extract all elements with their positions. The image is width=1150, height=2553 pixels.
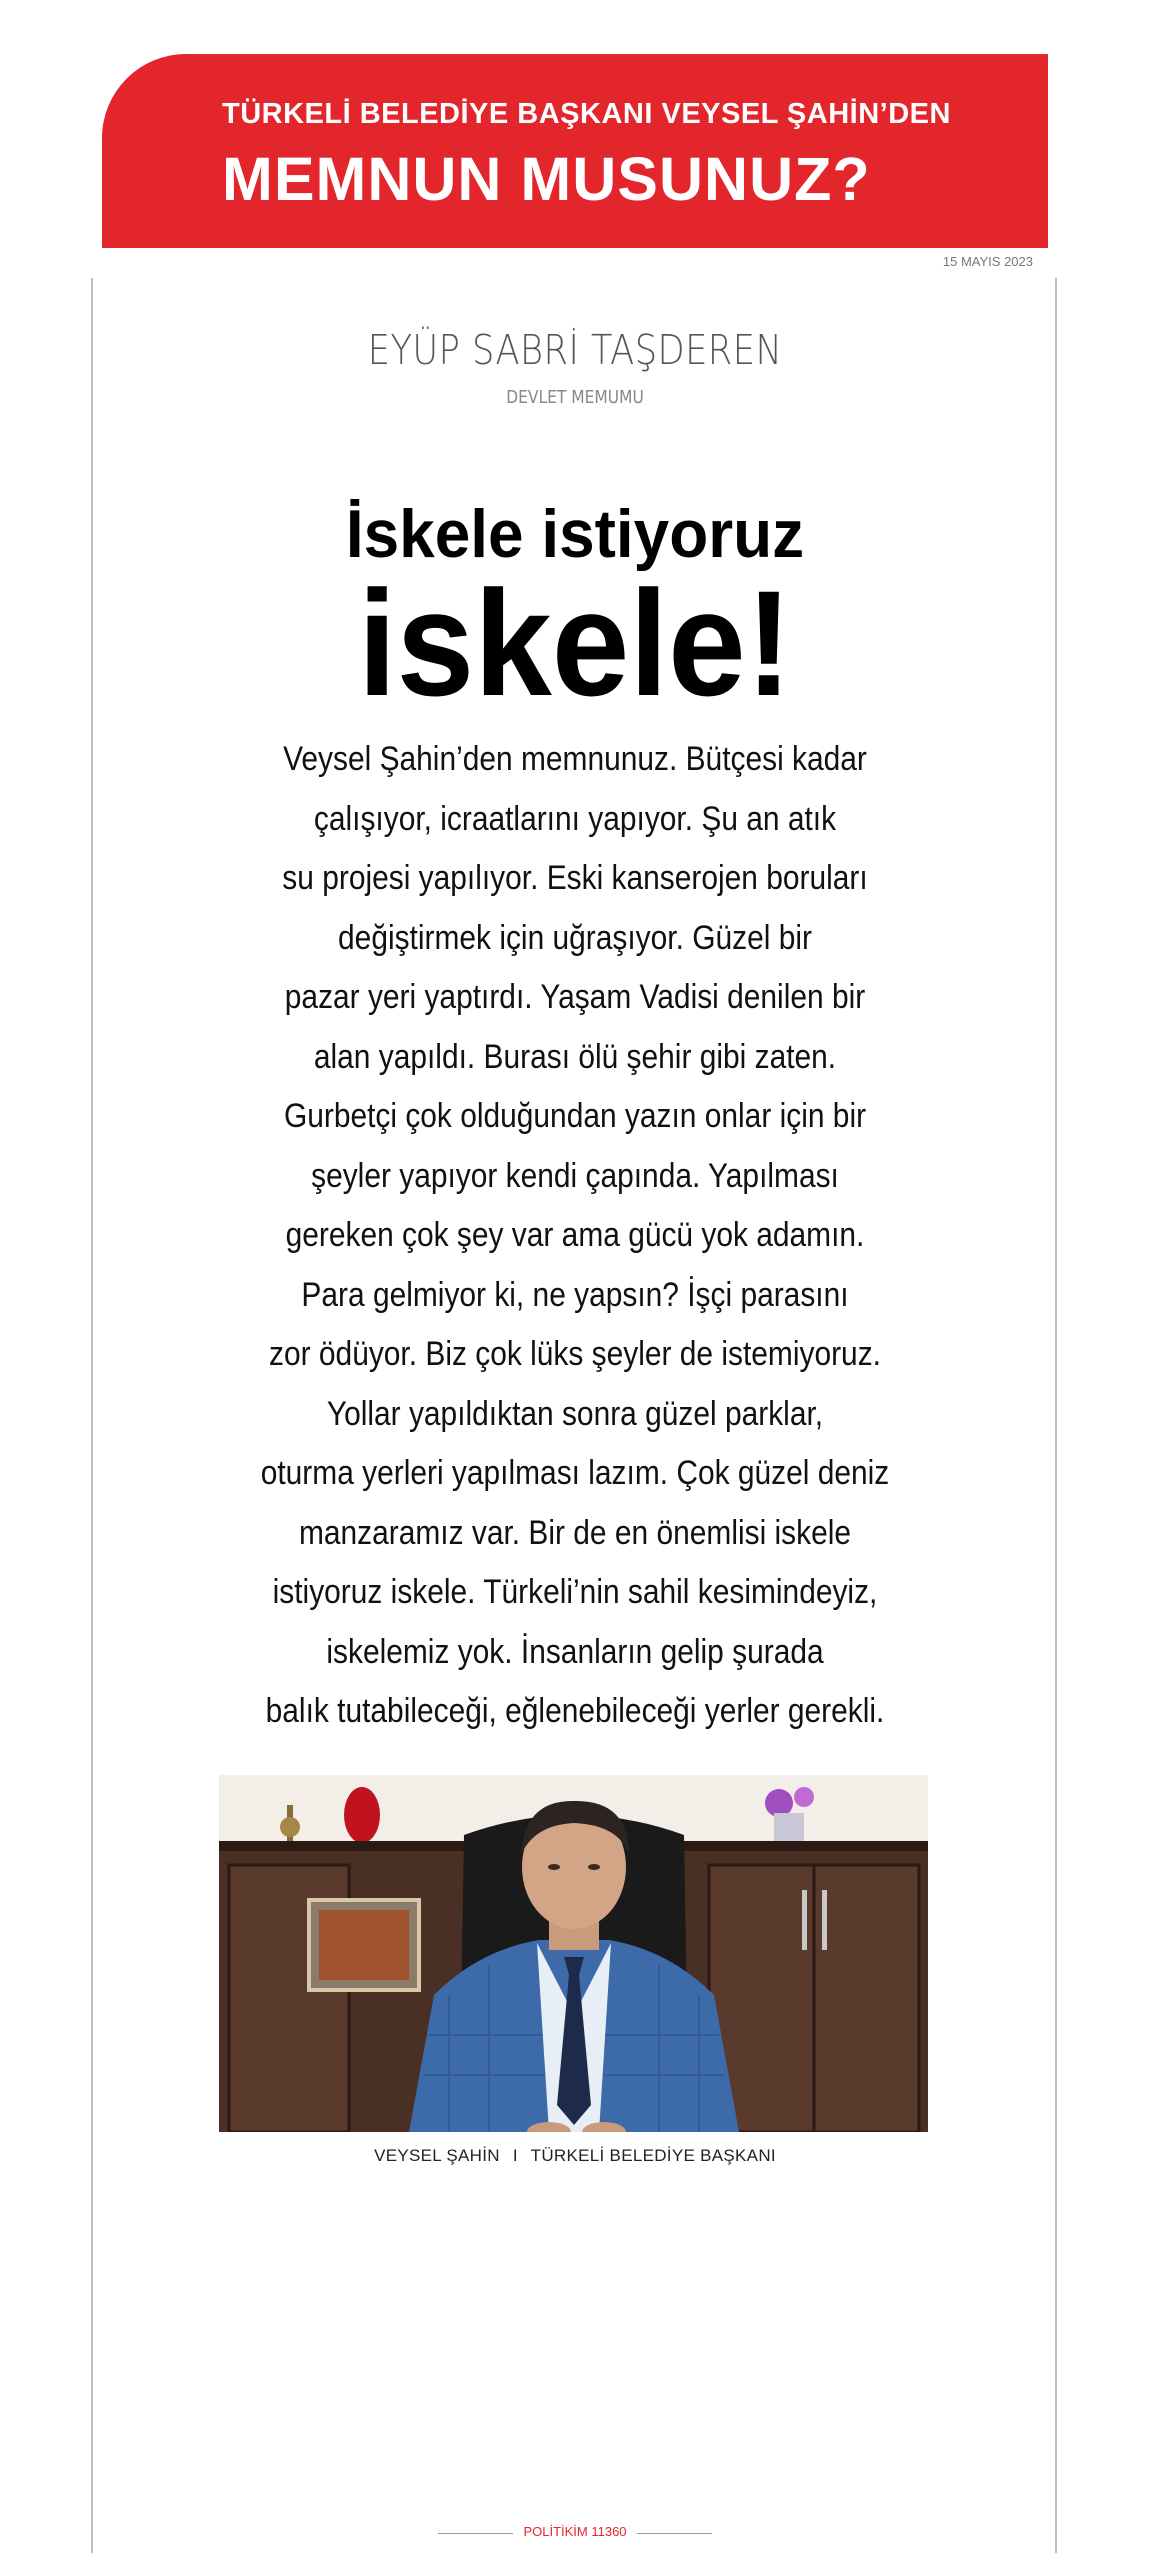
- body-line: balık tutabileceği, eğlenebileceği yerler gerekli.: [265, 1692, 885, 1730]
- body-line: Yollar yapıldıktan sonra güzel parklar,: [326, 1394, 824, 1433]
- footer-label: POLİTİKİM 11360: [523, 2524, 627, 2539]
- caption-separator: I: [512, 2146, 518, 2165]
- banner-subtitle: TÜRKELİ BELEDİYE BAŞKANI VEYSEL ŞAHİN’DEN: [222, 98, 951, 130]
- headline-line-2: iskele!: [357, 559, 793, 727]
- photo-caption: [0, 2146, 1150, 2166]
- body-line: alan yapıldı. Burası ölü şehir gibi zaten.: [313, 1037, 837, 1076]
- body-line: su projesi yapılıyor. Eski kanserojen boruları: [282, 859, 868, 897]
- banner-title: MEMNUN MUSUNUZ?: [222, 145, 871, 213]
- body-line: zor ödüyor. Biz çok lüks şeyler de istemiyoruz.: [269, 1335, 881, 1373]
- body-line: Para gelmiyor ki, ne yapsın? İşçi parasını: [301, 1275, 849, 1314]
- body-line: istiyoruz iskele. Türkeli’nin sahil kesimindeyiz,: [272, 1573, 878, 1611]
- caption-name: VEYSEL ŞAHİN: [374, 2146, 500, 2165]
- footer-rule-right: [637, 2533, 712, 2534]
- headline-line-1: İskele istiyoruz: [345, 496, 805, 572]
- author-name: EYÜP SABRİ TAŞDEREN: [367, 326, 783, 374]
- body-line: Gurbetçi çok olduğundan yazın onlar için bir: [283, 1097, 867, 1135]
- mayor-portrait-illustration: [219, 1775, 928, 2132]
- article-body: [249, 730, 900, 1742]
- body-line: manzaramız var. Bir de en önemlisi iskele: [298, 1513, 852, 1552]
- body-line: değiştirmek için uğraşıyor. Güzel bir: [338, 918, 812, 957]
- caption-title: TÜRKELİ BELEDİYE BAŞKANI: [530, 2146, 776, 2165]
- body-line: iskelemiz yok. İnsanların gelip şurada: [326, 1632, 824, 1671]
- author-role: DEVLET MEMUMU: [506, 387, 644, 408]
- publish-date: 15 MAYIS 2023: [942, 254, 1033, 269]
- body-line: çalışıyor, icraatlarını yapıyor. Şu an atık: [313, 799, 837, 838]
- mayor-photo: [219, 1775, 928, 2132]
- body-line: oturma yerleri yapılması lazım. Çok güzel deniz: [260, 1454, 890, 1492]
- body-line: pazar yeri yaptırdı. Yaşam Vadisi denilen bir: [284, 978, 866, 1016]
- body-line: şeyler yapıyor kendi çapında. Yapılması: [311, 1156, 839, 1195]
- body-line: gereken çok şey var ama gücü yok adamın.: [285, 1216, 865, 1254]
- body-line: Veysel Şahin’den memnunuz. Bütçesi kadar: [283, 740, 867, 778]
- header-banner: [102, 54, 1048, 248]
